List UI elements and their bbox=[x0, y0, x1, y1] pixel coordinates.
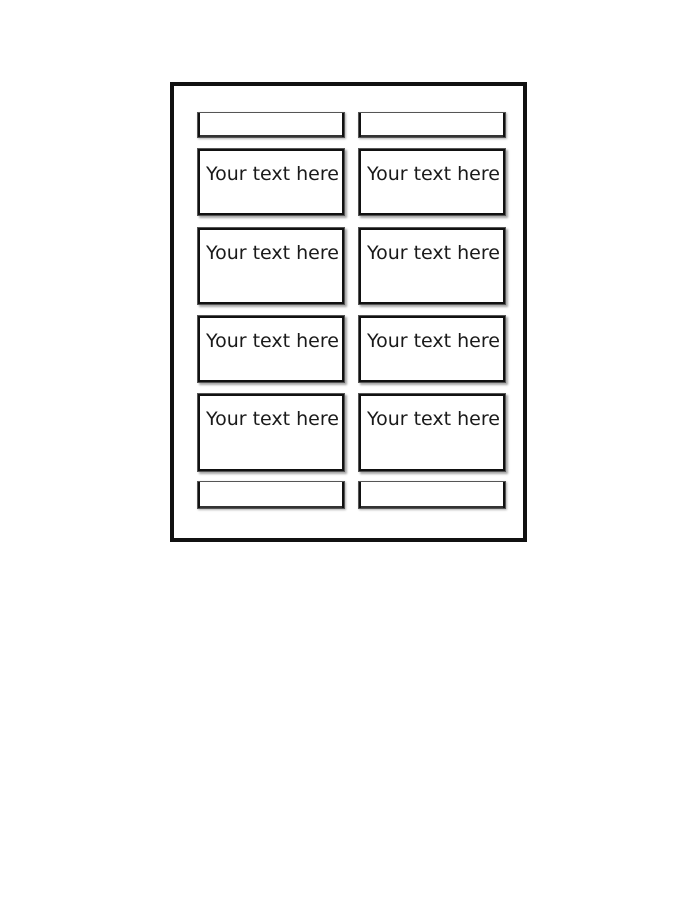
label-text: Your text here bbox=[367, 408, 500, 430]
label-cell[interactable] bbox=[197, 393, 345, 472]
label-text: Your text here bbox=[206, 242, 339, 264]
label-cell[interactable] bbox=[197, 227, 345, 305]
label-cell[interactable] bbox=[358, 148, 506, 216]
label-cell[interactable] bbox=[358, 227, 506, 305]
label-cell[interactable] bbox=[197, 315, 345, 383]
label-text: Your text here bbox=[206, 163, 339, 185]
top-strip-right bbox=[358, 112, 506, 138]
label-cell[interactable] bbox=[197, 148, 345, 216]
bottom-strip-left bbox=[197, 481, 345, 509]
label-cell[interactable] bbox=[358, 315, 506, 383]
bottom-strip-right bbox=[358, 481, 506, 509]
top-strip-left bbox=[197, 112, 345, 138]
label-cell[interactable] bbox=[358, 393, 506, 472]
label-text: Your text here bbox=[367, 163, 500, 185]
label-sheet bbox=[170, 82, 527, 542]
label-text: Your text here bbox=[367, 242, 500, 264]
label-text: Your text here bbox=[367, 330, 500, 352]
label-text: Your text here bbox=[206, 330, 339, 352]
label-text: Your text here bbox=[206, 408, 339, 430]
